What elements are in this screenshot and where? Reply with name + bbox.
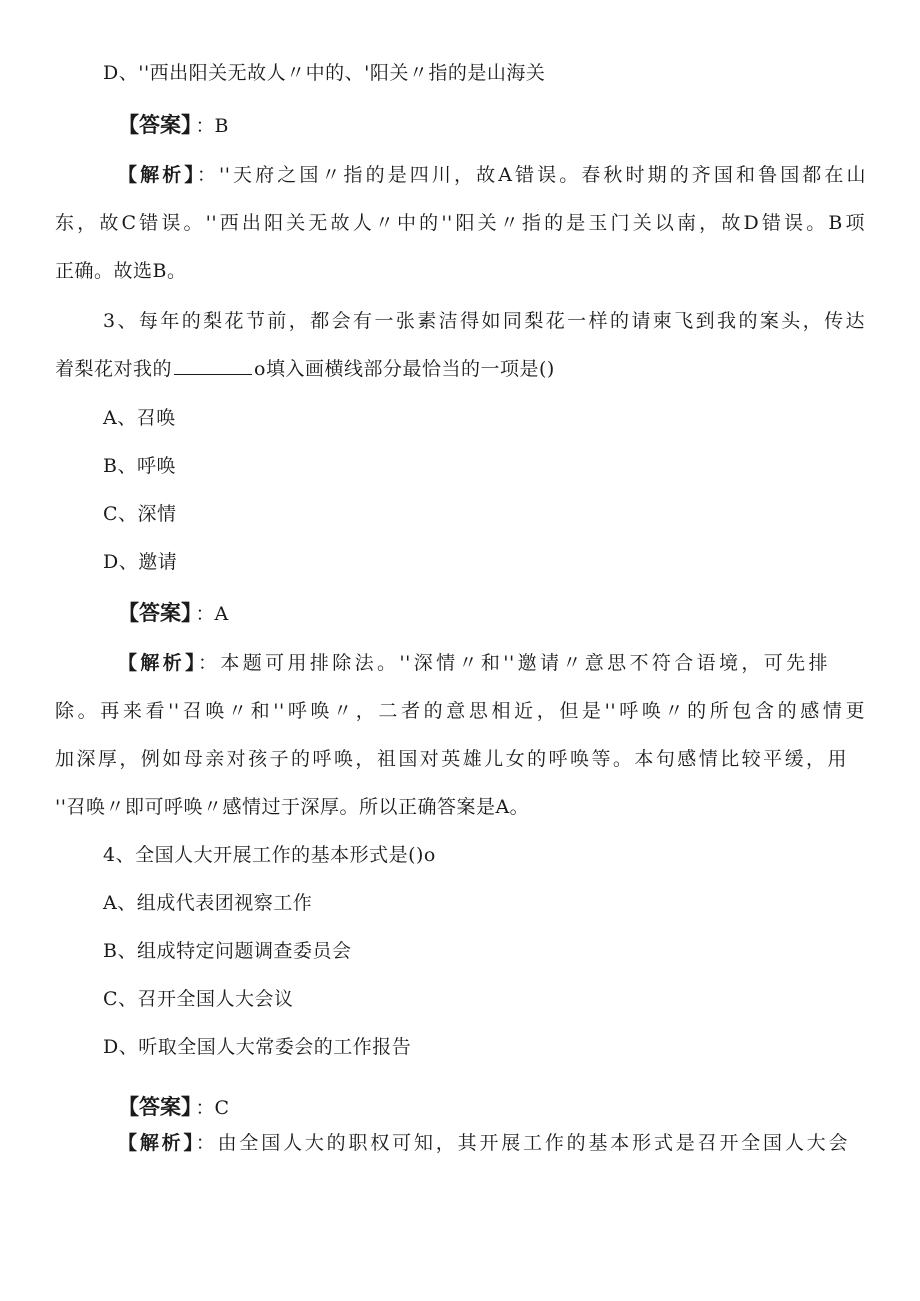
q4-answer-label: 【答案】 <box>118 1095 192 1119</box>
q3-option-d: D、邀请 <box>103 551 178 573</box>
q4-analysis-line1 <box>118 1130 848 1156</box>
q3-analysis-line4: ''召唤〃即可呼唤〃感情过于深厚。所以正确答案是A。 <box>55 796 530 818</box>
q3-stem-line2 <box>55 356 555 382</box>
q3-answer-value: ：A <box>195 603 229 625</box>
q2-analysis-text1: ：''天府之国〃指的是四川，故A错误。春秋时期的齐国和鲁国都在山 <box>196 164 866 186</box>
q2-option-d: D、''西出阳关无故人〃中的、'阳关〃指的是山海关 <box>103 62 546 84</box>
q3-option-c: C、深情 <box>103 503 177 525</box>
q4-answer-value: ：C <box>195 1097 230 1119</box>
q2-analysis-label: 【解析】 <box>118 164 197 186</box>
q3-analysis-line3: 加深厚，例如母亲对孩子的呼唤，祖国对英雄儿女的呼唤等。本句感情比较平缓，用 <box>55 748 847 770</box>
q3-stem-prefix: 着梨花对我的 <box>55 358 173 380</box>
q4-option-d: D、听取全国人大常委会的工作报告 <box>103 1036 412 1058</box>
q2-analysis-line1 <box>118 162 866 188</box>
q4-analysis-label: 【解析】 <box>118 1132 196 1154</box>
q4-option-b: B、组成特定问题调查委员会 <box>103 940 352 962</box>
q2-answer <box>118 111 228 140</box>
q3-stem-suffix: o填入画横线部分最恰当的一项是() <box>254 358 555 380</box>
q3-answer <box>118 599 228 628</box>
q2-answer-label: 【答案】 <box>118 113 192 137</box>
q3-answer-label: 【答案】 <box>118 601 192 625</box>
q2-analysis-line3: 正确。故选B。 <box>55 260 187 282</box>
q4-option-c: C、召开全国人大会议 <box>103 988 294 1010</box>
q2-answer-value: ：B <box>195 115 229 137</box>
q3-analysis-line1 <box>118 650 828 676</box>
q4-stem: 4、全国人大开展工作的基本形式是()o <box>103 844 436 866</box>
fill-in-blank <box>174 356 252 375</box>
q3-analysis-text1: ：本题可用排除法。''深情〃和''邀请〃意思不符合语境，可先排 <box>198 652 828 674</box>
q3-stem-line1: 3、每年的梨花节前，都会有一张素洁得如同梨花一样的请柬飞到我的案头，传达 <box>103 310 865 332</box>
q2-analysis-line2: 东，故C错误。''西出阳关无故人〃中的''阳关〃指的是玉门关以南，故D错误。B项 <box>55 212 865 234</box>
q3-analysis-line2: 除。再来看''召唤〃和''呼唤〃，二者的意思相近，但是''呼唤〃的所包含的感情更 <box>55 700 865 722</box>
q3-option-b: B、呼唤 <box>103 455 176 477</box>
q4-analysis-text1: ：由全国人大的职权可知，其开展工作的基本形式是召开全国人大会 <box>195 1132 848 1154</box>
q4-answer <box>118 1093 229 1122</box>
q3-option-a: A、召唤 <box>103 407 176 429</box>
q4-option-a: A、组成代表团视察工作 <box>103 892 313 914</box>
q3-analysis-label: 【解析】 <box>118 652 199 674</box>
